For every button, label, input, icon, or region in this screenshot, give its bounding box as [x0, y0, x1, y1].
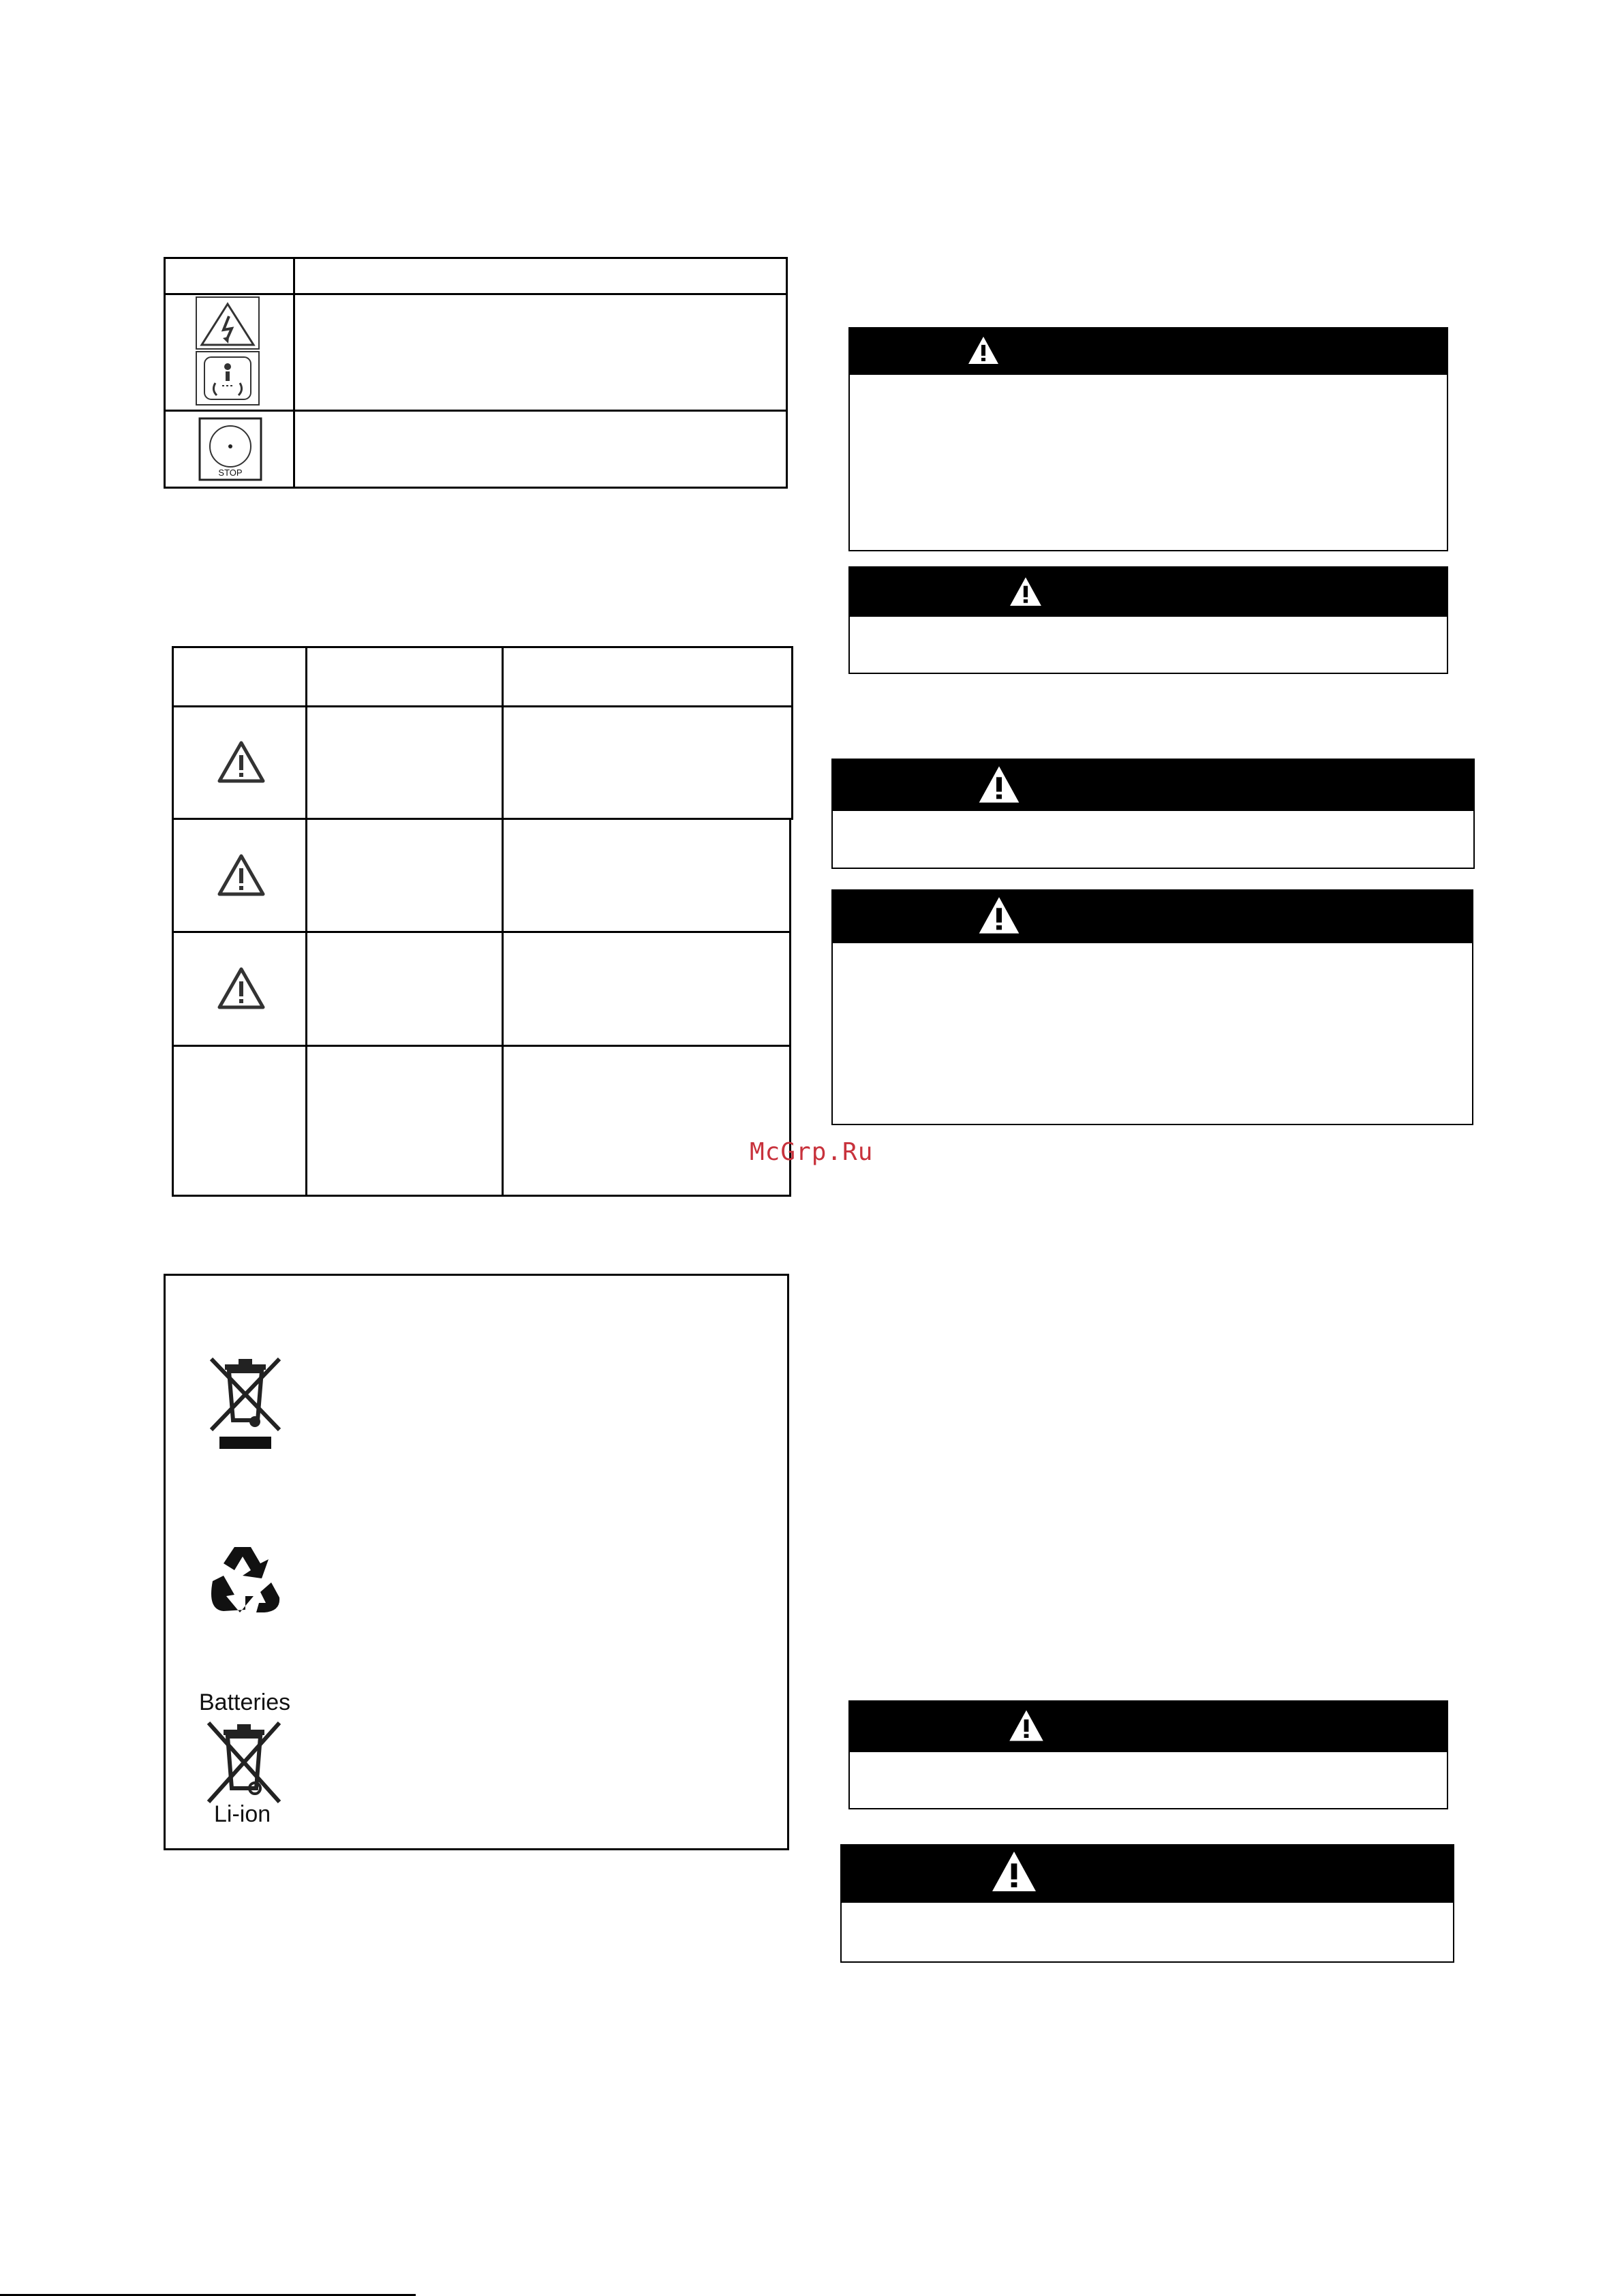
- warning-triangle-icon: [990, 1850, 1038, 1893]
- warning-box: [831, 759, 1475, 869]
- operator-hazard-icon: [195, 350, 260, 406]
- warning-box: [848, 327, 1448, 551]
- crossed-out-wheeled-bin-icon: [204, 1355, 286, 1450]
- warning-box: [848, 566, 1448, 674]
- warning-box: [848, 1700, 1448, 1809]
- electric-shock-warning-icon: [195, 296, 260, 350]
- warning-box: [831, 889, 1473, 1125]
- warning-triangle-icon: [217, 853, 266, 897]
- warning-triangle-icon: [977, 764, 1021, 805]
- warning-box-header: [850, 1702, 1447, 1752]
- warning-triangle-icon: [217, 966, 266, 1010]
- warning-box-header: [842, 1846, 1453, 1903]
- warning-box-header: [833, 760, 1473, 811]
- warning-box-header: [850, 568, 1447, 617]
- crossed-out-battery-bin-icon: [203, 1720, 285, 1805]
- stop-label: STOP: [218, 468, 243, 478]
- recycle-icon: [203, 1542, 282, 1618]
- warning-box-header: [850, 328, 1447, 375]
- warning-box-header: [833, 891, 1472, 943]
- warning-triangle-icon: [967, 335, 1000, 365]
- warning-triangle-icon: [217, 740, 266, 784]
- warning-box: [840, 1844, 1454, 1963]
- warning-triangle-icon: [1008, 1709, 1045, 1743]
- watermark-text: McGrp.Ru: [750, 1138, 874, 1166]
- li-ion-label: Li-ion: [214, 1801, 271, 1827]
- batteries-label: Batteries: [199, 1689, 291, 1715]
- warning-triangle-icon: [977, 895, 1021, 936]
- warning-triangle-icon: [1009, 576, 1043, 607]
